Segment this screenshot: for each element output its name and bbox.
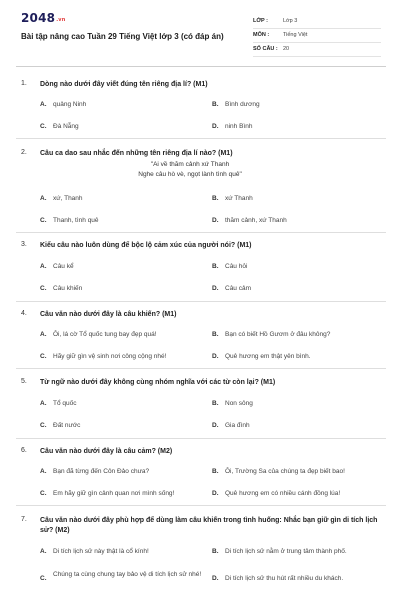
info-value: Lớp 3 [283, 18, 298, 24]
option-a[interactable]: A. Bạn đã từng đến Côn Đảo chưa? [40, 468, 150, 475]
question-number: 5. [21, 378, 27, 385]
option-d[interactable]: D. Quê hương em có nhiều cánh đồng lúa! [212, 490, 341, 497]
option-a[interactable]: A. Ôi, lá cờ Tổ quốc tung bay đẹp quá! [40, 331, 157, 338]
option-d[interactable]: D. Quê hương em thật yên bình. [212, 353, 311, 360]
document-title: Bài tập nâng cao Tuần 29 Tiếng Việt lớp 3 (có đáp án) [21, 32, 224, 41]
site-logo[interactable]: 2048.vn [21, 11, 66, 25]
option-d[interactable]: D. Câu cảm [212, 285, 252, 292]
info-label: MÔN : [253, 32, 270, 38]
question-text: Kiểu câu nào luôn dùng để bộc lộ cảm xúc của người nói? (M1) [40, 242, 252, 249]
option-c[interactable]: C. Hãy giữ gìn vệ sinh nơi công cộng nhé! [40, 353, 167, 360]
quote-line-1: "Ai về thăm cảnh xứ Thanh [150, 161, 230, 168]
question-number: 3. [21, 241, 27, 248]
question-divider [16, 368, 386, 369]
header-divider [16, 66, 386, 67]
question-number: 1. [21, 80, 27, 87]
question-text: Từ ngữ nào dưới đây không cùng nhóm nghĩa với các từ còn lại? (M1) [40, 379, 276, 386]
option-c[interactable]: C. Đà Nẵng [40, 123, 79, 130]
info-value: Tiếng Việt [283, 32, 308, 38]
option-a[interactable]: A. Câu kể [40, 263, 74, 270]
option-a[interactable]: A. xứ, Thanh [40, 195, 83, 202]
document-header [0, 0, 400, 66]
option-d[interactable]: D. thăm cảnh, xứ Thanh [212, 217, 287, 224]
option-c[interactable]: C. Đất nước [40, 422, 81, 429]
question-divider [16, 301, 386, 302]
question-text: Câu văn nào dưới đây phù hợp để dùng làm câu khiến trong tình huống: Nhắc bạn giữ gìn di tích lịch sử? (M2) [40, 517, 378, 534]
question-divider [16, 232, 386, 233]
option-d[interactable]: D. ninh Bình [212, 123, 253, 130]
info-row-subject [253, 29, 381, 43]
option-b[interactable]: B. Di tích lịch sử nằm ở trung tâm thành phố. [212, 548, 347, 555]
info-value: 20 [283, 46, 290, 52]
option-d[interactable]: D. Gia đình [212, 422, 250, 429]
info-row-count [253, 43, 381, 57]
question-text: Câu ca dao sau nhắc đến những tên riêng địa lí nào? (M1) [40, 150, 233, 157]
info-label: SỐ CÂU : [253, 46, 278, 52]
question-text: Câu văn nào dưới đây là câu cảm? (M2) [40, 448, 173, 455]
option-c[interactable]: C. Thanh, tình quê [40, 217, 99, 224]
option-b[interactable]: B. Bình dương [212, 101, 260, 108]
option-c[interactable]: C. Em hãy giữ gìn cảnh quan nơi mình sống! [40, 490, 175, 497]
option-c[interactable]: C. Chúng ta cùng chung tay bảo vệ di tích lịch sử nhé! [40, 571, 202, 582]
question-divider [16, 438, 386, 439]
option-a[interactable]: A. Tổ quốc [40, 400, 77, 407]
question-text: Dòng nào dưới đây viết đúng tên riêng địa lí? (M1) [40, 81, 208, 88]
option-d[interactable]: D. Di tích lịch sử thu hút rất nhiều du khách. [212, 575, 344, 582]
question-number: 2. [21, 149, 27, 156]
question-divider [16, 138, 386, 139]
option-b[interactable]: B. Bạn có biết Hồ Gươm ở đâu không? [212, 331, 331, 338]
option-a[interactable]: A. quảng Ninh [40, 101, 87, 108]
option-b[interactable]: B. xứ Thanh [212, 195, 253, 202]
option-c[interactable]: C. Câu khiến [40, 285, 83, 292]
option-b[interactable]: B. Câu hỏi [212, 263, 248, 270]
question-text: Câu văn nào dưới đây là câu khiến? (M1) [40, 311, 177, 318]
option-b[interactable]: B. Non sông [212, 400, 253, 407]
option-b[interactable]: B. Ôi, Trường Sa của chúng ta đẹp biết bao! [212, 468, 345, 475]
question-number: 4. [21, 310, 27, 317]
info-row-class [253, 15, 381, 29]
quote-line-2: Nghe câu hò vè, ngọt lành tình quê" [138, 171, 242, 178]
question-number: 7. [21, 516, 27, 523]
question-number: 6. [21, 447, 27, 454]
option-a[interactable]: A. Di tích lịch sử này thật là cổ kính! [40, 548, 149, 555]
info-label: LỚP : [253, 18, 268, 24]
logo-suffix: .vn [56, 17, 66, 23]
question-divider [16, 505, 386, 506]
